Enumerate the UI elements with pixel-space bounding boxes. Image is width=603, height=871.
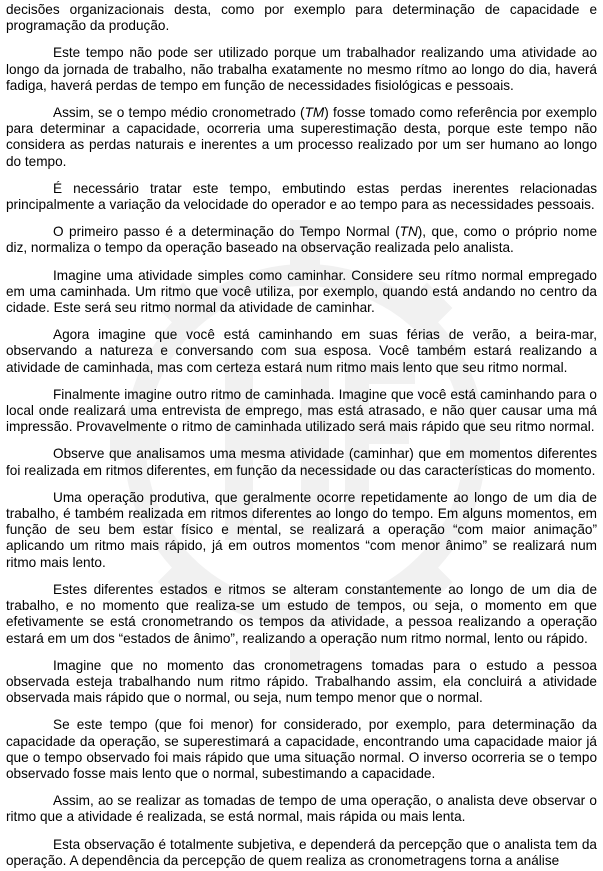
paragraph-text: Se este tempo (que foi menor) for considerado, por exemplo, para determinação da capacidade da operação, se superestimará a capacidade, encontrando uma capacidade maior já que o tempo observado foi mais rápido que uma situação normal. O inverso ocorreria se o tempo observado fosse mais lento que o normal, subestimando a capacidade. [6, 717, 597, 781]
paragraph [6, 2, 597, 34]
paragraph [6, 490, 597, 571]
document-body [6, 2, 597, 869]
paragraph-text: É necessário tratar este tempo, embutindo estas perdas inerentes relacionadas principalmente a variação da velocidade do operador e ao tempo para as necessidades pessoais. [6, 180, 597, 213]
paragraph-text: Este tempo não pode ser utilizado porque um trabalhador realizando uma atividade ao longo da jornada de trabalho, não trabalha exatamente no mesmo rítmo ao longo do dia, haverá fadiga, haverá perdas de tempo em função de necessidades fisiológicas e pessoais. [6, 45, 597, 93]
paragraph-text: Agora imagine que você está caminhando em suas férias de verão, a beira-mar, observando a natureza e conversando com sua esposa. Você também estará realizando a atividade de caminhada, mas com certeza estará num ritmo mais lento que seu ritmo normal. [6, 327, 597, 375]
paragraph [6, 45, 597, 94]
italic-term: TM [304, 105, 325, 121]
paragraph-text: Observe que analisamos uma mesma atividade (caminhar) que em momentos diferentes foi realizada em ritmos diferentes, em função da necessidade ou das características do momento. [6, 446, 597, 478]
paragraph-text: Uma operação produtiva, que geralmente ocorre repetidamente ao longo de um dia de trabalho, é também realizada em ritmos diferentes ao longo do tempo. Em alguns momentos, em função de seu bem estar físico e mental, se realizará a operação “com maior animação” aplicando um ritmo mais rápido, já em outros momentos “com menor ânimo” se realizará num ritmo mais lento. [6, 489, 597, 570]
paragraph-text: Assim, ao se realizar as tomadas de tempo de uma operação, o analista deve observar o ritmo que a atividade é realizada, se está normal, mais rápida ou mais lenta. [6, 793, 597, 825]
paragraph-text: Finalmente imagine outro ritmo de caminhada. Imagine que você está caminhando para o local onde realizará uma entrevista de emprego, mas está atrasado, e não quer causar uma má impressão. Provavelmente o ritmo de caminhada utilizado será mais rápido que seu ritmo normal. [6, 386, 597, 435]
paragraph [6, 793, 597, 825]
paragraph [6, 181, 597, 213]
italic-term: TN [399, 224, 418, 240]
paragraph-text: Esta observação é totalmente subjetiva, e dependerá da percepção que o analista tem da operação. A dependência da percepção de quem realiza as cronometragens torna a análise [6, 836, 597, 868]
paragraph [6, 105, 597, 170]
paragraph [6, 837, 597, 869]
paragraph [6, 268, 597, 317]
paragraph [6, 582, 597, 647]
paragraph-text: O primeiro passo é a determinação do Tempo Normal ( [53, 224, 400, 240]
paragraph [6, 327, 597, 376]
paragraph [6, 446, 597, 478]
paragraph-text: ), que, como o próprio nome diz, normaliza o tempo da operação baseado na observação realizada pelo analista. [6, 224, 598, 256]
paragraph-text: decisões organizacionais desta, como por exemplo para determinação de capacidade e programação da produção. [6, 2, 597, 34]
paragraph-text: ) fosse tomado como referência por exemplo para determinar a capacidade, ocorreria uma superestimação desta, porque este tempo não considera as perdas naturais e inerentes a um processo realizado por um ser humano ao longo do tempo. [6, 105, 597, 169]
paragraph-text: Imagine que no momento das cronometragens tomadas para o estudo a pessoa observada esteja trabalhando num ritmo rápido. Trabalhando assim, ela concluirá a atividade observada mais rápido que o normal, ou seja, num tempo menor que o normal. [6, 657, 597, 706]
paragraph [6, 658, 597, 707]
paragraph-text: Estes diferentes estados e ritmos se alteram constantemente ao longo de um dia de trabalho, e no momento que realiza-se um estudo de tempos, ou seja, o momento em que efetivamente se está cronometrando os tempos da atividade, a pessoa realizando a operação estará em um dos “estados de ânimo”, realizando a operação num ritmo normal, lento ou rápido. [6, 581, 597, 646]
paragraph [6, 224, 597, 256]
paragraph-text: Imagine uma atividade simples como caminhar. Considere seu rítmo normal empregado em uma caminhada. Um ritmo que você utiliza, por exemplo, quando está andando no centro da cidade. Este será seu ritmo normal da atividade de caminhar. [6, 267, 597, 316]
paragraph [6, 387, 597, 436]
paragraph [6, 717, 597, 782]
paragraph-text: Assim, se o tempo médio cronometrado ( [53, 105, 305, 121]
